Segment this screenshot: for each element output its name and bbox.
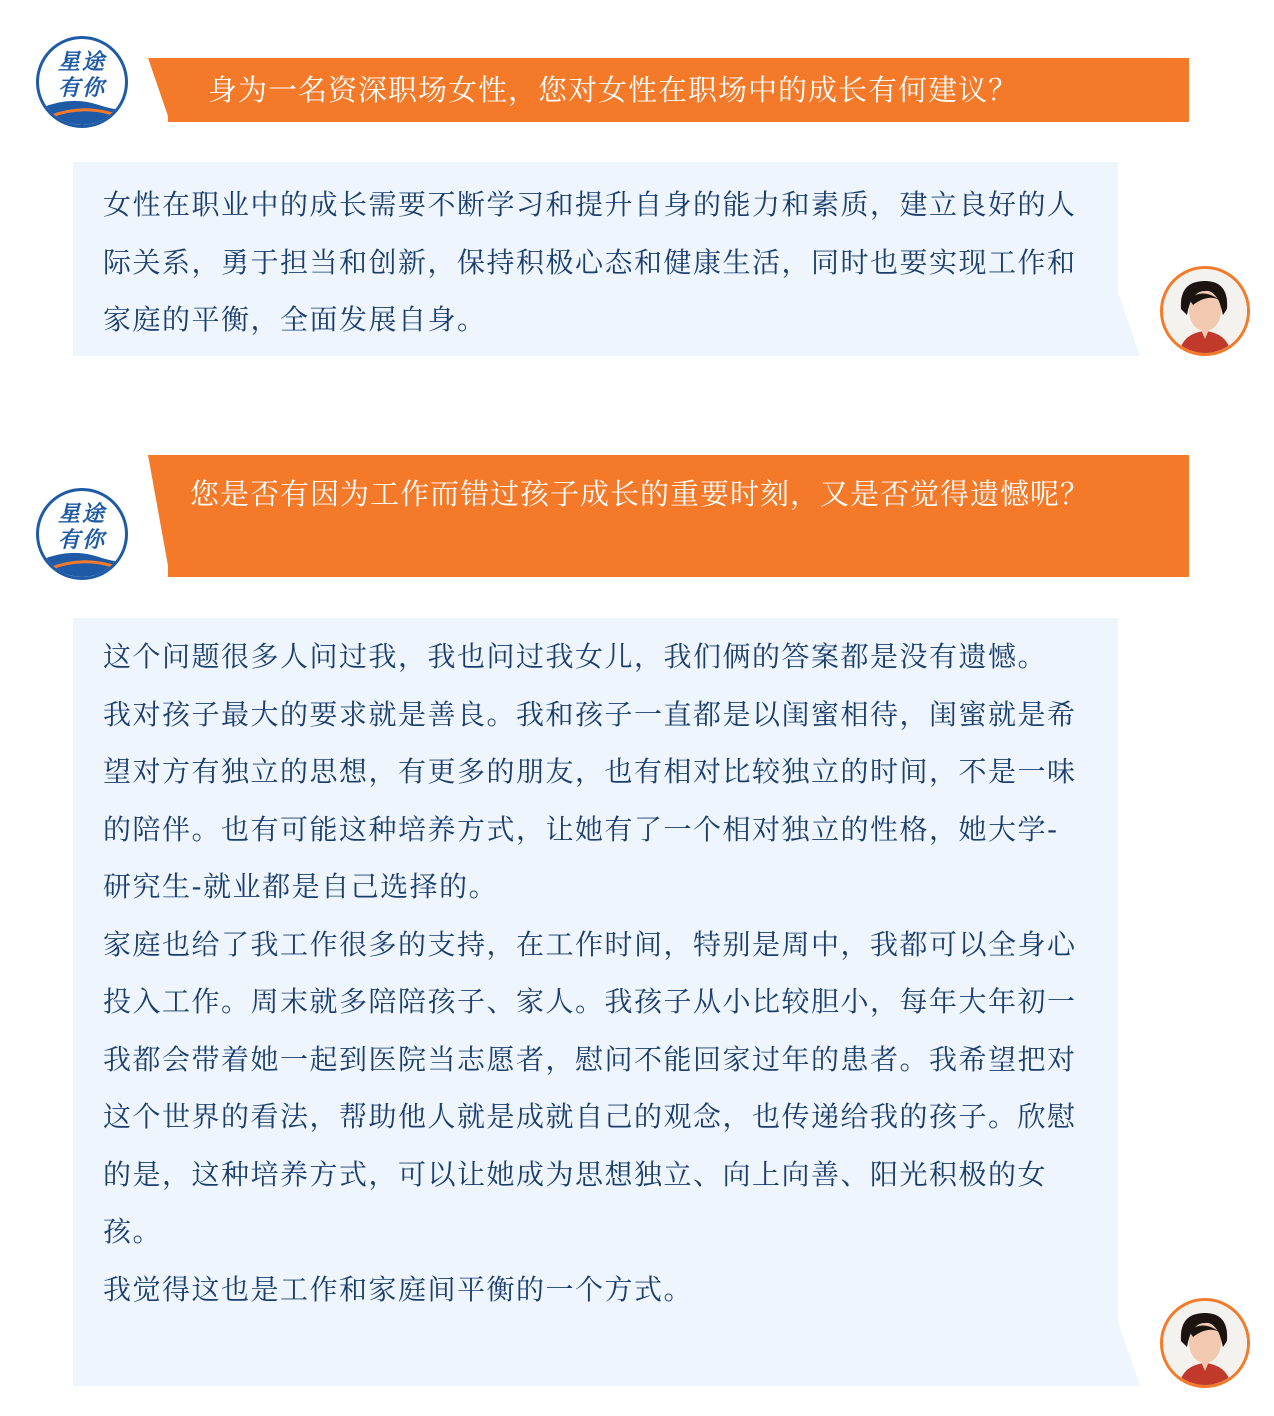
answer-tail (1118, 1322, 1140, 1386)
question-tail (148, 455, 170, 577)
question-tail (148, 58, 170, 122)
brand-logo-line1: 星途 (57, 50, 106, 75)
portrait-icon (1163, 1301, 1247, 1385)
interviewee-avatar (1160, 266, 1250, 356)
answer-paragraph: 我对孩子最大的要求就是善良。我和孩子一直都是以闺蜜相待，闺蜜就是希望对方有独立的思想，有更多的朋友，也有相对比较独立的时间，不是一味的陪伴。也有可能这种培养方式，让她有了一个相对独立的性格，她大学-研究生-就业都是自己选择的。 (103, 697, 1077, 903)
answer-bubble (73, 162, 1118, 356)
answer-paragraph: 女性在职业中的成长需要不断学习和提升自身的能力和素质，建立良好的人际关系，勇于担当和创新，保持积极心态和健康生活，同时也要实现工作和家庭的平衡，全面发展自身。 (103, 188, 1077, 336)
answer-paragraph: 家庭也给了我工作很多的支持，在工作时间，特别是周中，我都可以全身心投入工作。周末就多陪陪孩子、家人。我孩子从小比较胆小，每年大年初一我都会带着她一起到医院当志愿者，慰问不能回家过年的患者。我希望把对这个世界的看法，帮助他人就是成就自己的观念，也传递给我的孩子。欣慰的是，这种培养方式，可以让她成为思想独立、向上向善、阳光积极的女孩。 (103, 927, 1077, 1248)
brand-logo-icon (36, 36, 128, 128)
question-bubble (168, 58, 1189, 122)
interviewee-avatar (1160, 1298, 1250, 1388)
answer-paragraph: 这个问题很多人问过我，我也问过我女儿，我们俩的答案都是没有遗憾。 (103, 640, 1048, 673)
answer-bubble (73, 618, 1118, 1386)
answer-paragraph: 我觉得这也是工作和家庭间平衡的一个方式。 (103, 1272, 694, 1306)
brand-logo-icon (36, 488, 128, 580)
brand-logo-line1: 星途 (57, 502, 106, 527)
question-bubble (168, 455, 1189, 577)
brand-logo-line2: 有你 (57, 528, 106, 553)
answer-tail (1118, 292, 1140, 356)
portrait-icon (1163, 269, 1247, 353)
question-text: 您是否有因为工作而错过孩子成长的重要时刻，又是否觉得遗憾呢？ (190, 477, 1091, 511)
wave-icon (39, 95, 125, 125)
question-text: 身为一名资深职场女性，您对女性在职场中的成长有何建议？ (208, 73, 1019, 107)
wave-icon (39, 547, 125, 577)
brand-logo-line2: 有你 (57, 76, 106, 101)
